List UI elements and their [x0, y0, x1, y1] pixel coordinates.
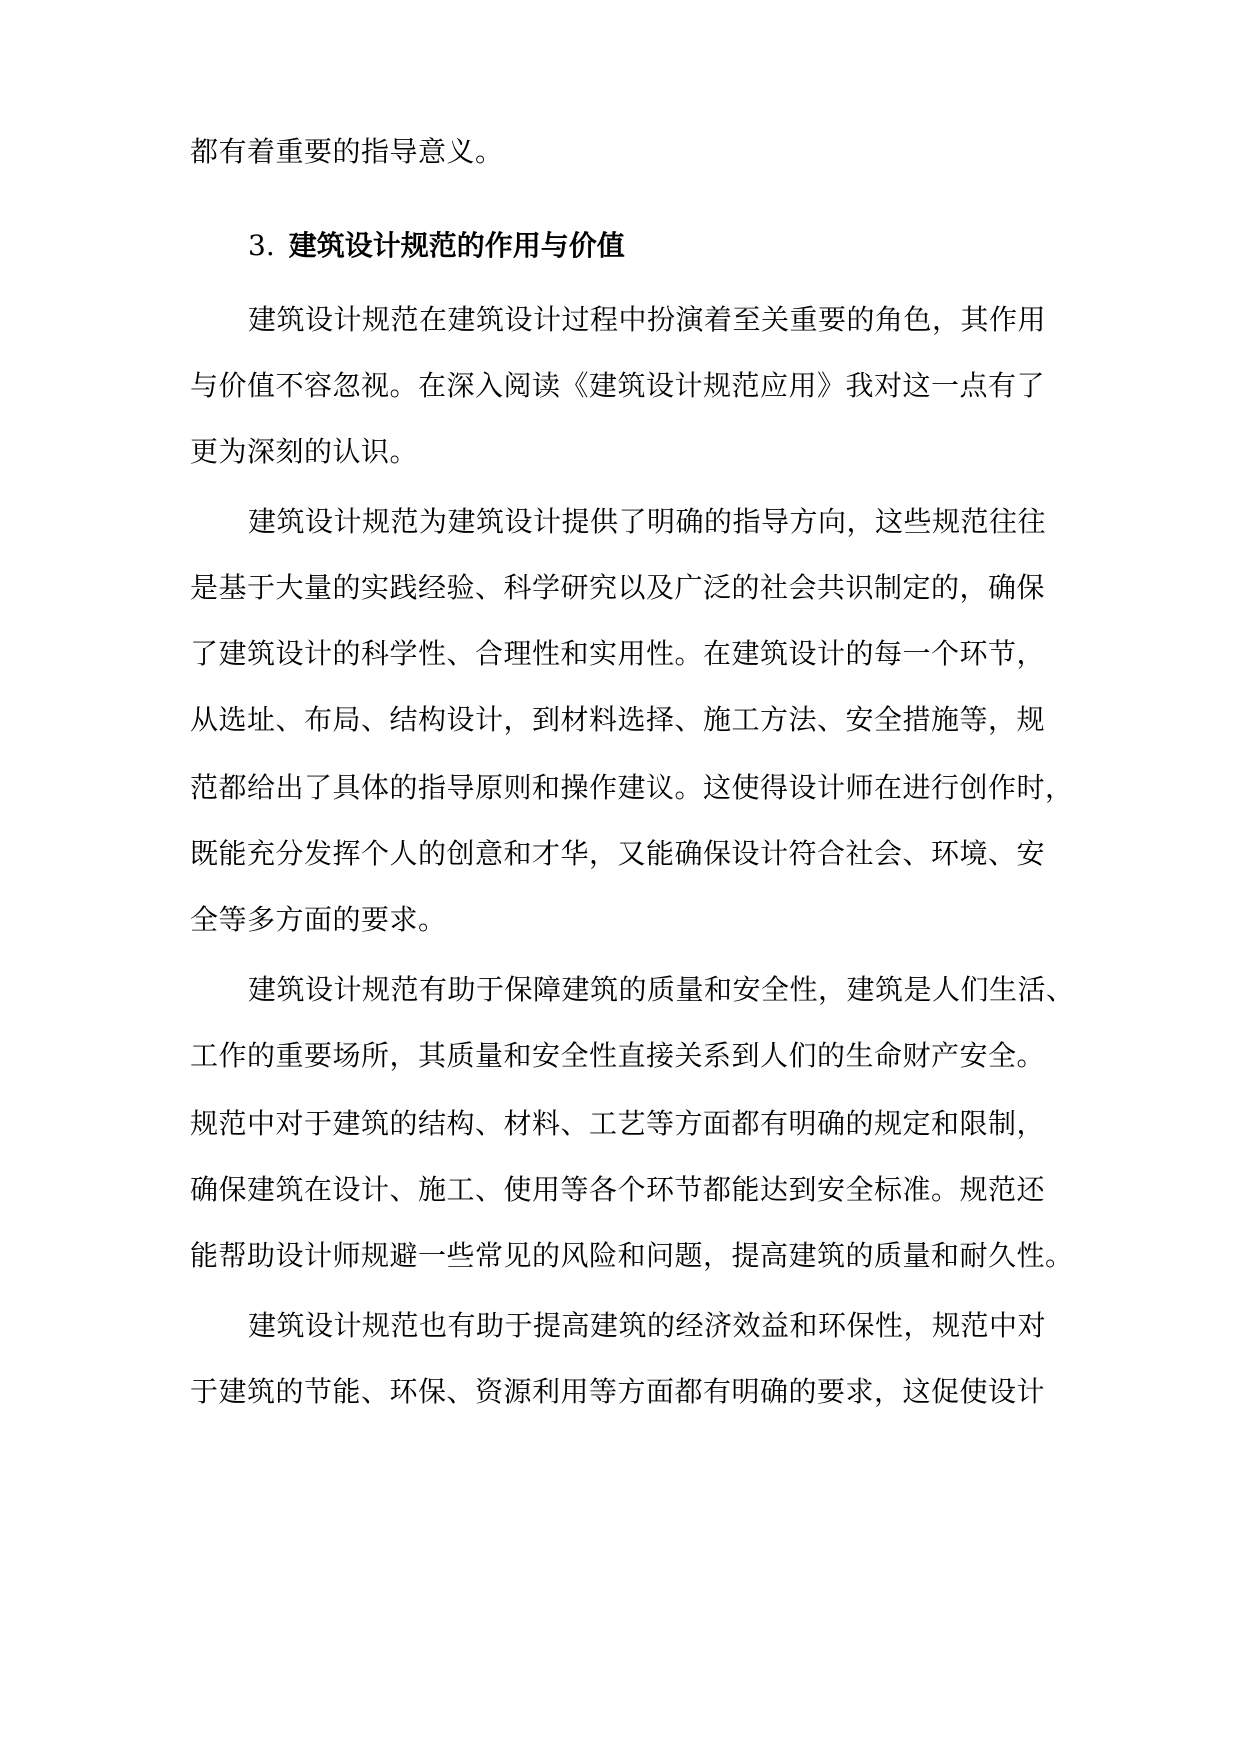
- paragraph-line: 规范中对于建筑的结构、材料、工艺等方面都有明确的规定和限制，: [190, 1107, 1046, 1140]
- section-heading: [248, 226, 625, 266]
- intro-line: 都有着重要的指导意义。: [190, 135, 504, 168]
- paragraph-line: 建筑设计规范有助于保障建筑的质量和安全性，建筑是人们生活、: [248, 973, 1075, 1006]
- paragraph-line: 全等多方面的要求。: [190, 903, 447, 936]
- paragraph-line: 更为深刻的认识。: [190, 435, 419, 468]
- paragraph-line: 能帮助设计师规避一些常见的风险和问题，提高建筑的质量和耐久性。: [190, 1239, 1074, 1272]
- paragraph-line: 工作的重要场所，其质量和安全性直接关系到人们的生命财产安全。: [190, 1039, 1046, 1072]
- section-title: 建筑设计规范的作用与价值: [288, 229, 625, 262]
- paragraph-line: 于建筑的节能、环保、资源利用等方面都有明确的要求，这促使设计: [190, 1375, 1046, 1408]
- section-number: 3.: [248, 229, 275, 262]
- paragraph-line: 范都给出了具体的指导原则和操作建议。这使得设计师在进行创作时，: [190, 771, 1074, 804]
- paragraph-line: 确保建筑在设计、施工、使用等各个环节都能达到安全标准。规范还: [190, 1173, 1046, 1206]
- paragraph-line: 建筑设计规范为建筑设计提供了明确的指导方向，这些规范往往: [248, 505, 1047, 538]
- paragraph-line: 建筑设计规范也有助于提高建筑的经济效益和环保性，规范中对: [248, 1309, 1047, 1342]
- paragraph-line: 建筑设计规范在建筑设计过程中扮演着至关重要的角色，其作用: [248, 303, 1047, 336]
- paragraph-line: 了建筑设计的科学性、合理性和实用性。在建筑设计的每一个环节，: [190, 637, 1046, 670]
- paragraph-line: 与价值不容忽视。在深入阅读《建筑设计规范应用》我对这一点有了: [190, 369, 1046, 402]
- paragraph-line: 既能充分发挥个人的创意和才华，又能确保设计符合社会、环境、安: [190, 837, 1046, 870]
- paragraph-line: 从选址、布局、结构设计，到材料选择、施工方法、安全措施等，规: [190, 703, 1046, 736]
- paragraph-line: 是基于大量的实践经验、科学研究以及广泛的社会共识制定的，确保: [190, 571, 1046, 604]
